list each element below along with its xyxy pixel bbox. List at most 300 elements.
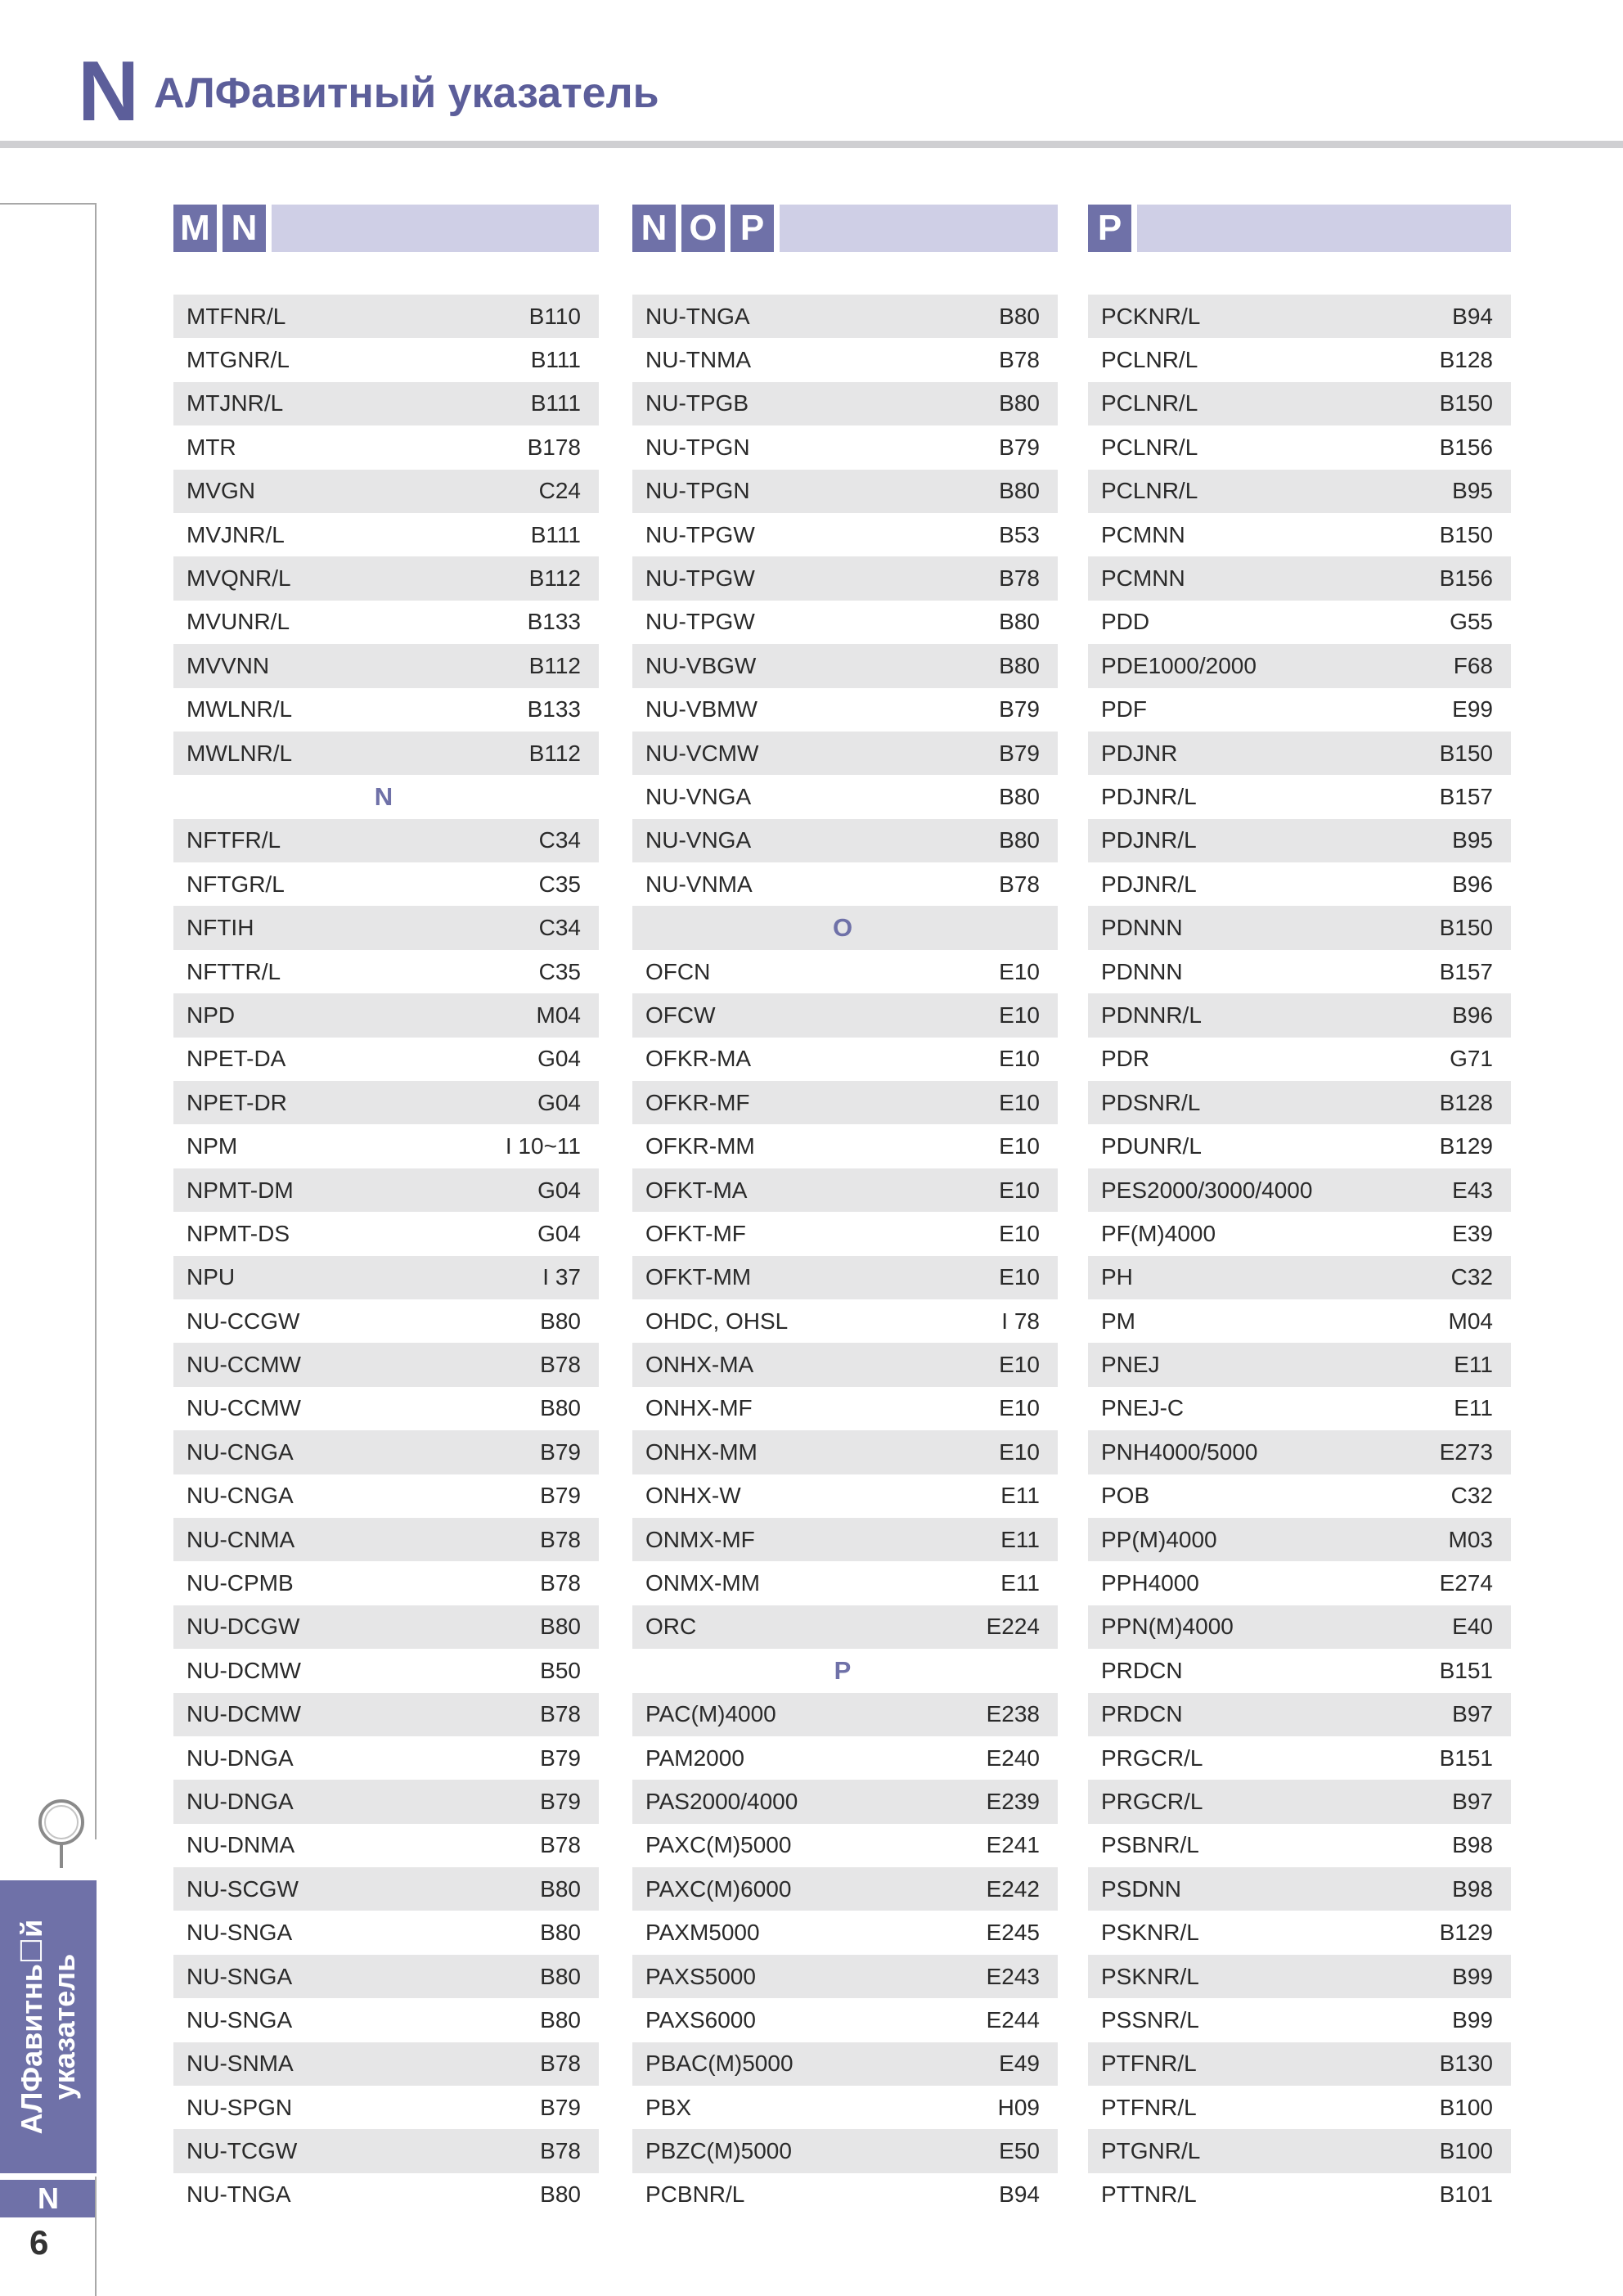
index-row (1088, 1867, 1511, 1911)
item-name: NU-DCMW (187, 1657, 301, 1683)
index-row (173, 732, 599, 775)
section-heading: P (834, 1655, 852, 1685)
index-row (173, 338, 599, 381)
page-reference: E240 (986, 1745, 1040, 1771)
page-reference: B98 (1452, 1832, 1493, 1858)
index-row (632, 1736, 1058, 1780)
index-row (632, 1867, 1058, 1911)
item-name: PCMNN (1101, 521, 1185, 547)
index-row (1088, 1124, 1511, 1168)
index-row (1088, 2086, 1511, 2129)
index-row (173, 1299, 599, 1343)
page-reference: B111 (530, 521, 581, 547)
item-name: MVJNR/L (187, 521, 285, 547)
page-reference: B157 (1439, 958, 1493, 984)
page-reference: B133 (527, 609, 581, 635)
index-row (173, 1955, 599, 1998)
item-name: ONMX-MF (645, 1526, 755, 1552)
page-reference: I 37 (542, 1264, 581, 1290)
page-reference: B80 (999, 783, 1040, 809)
page-reference: B128 (1439, 1089, 1493, 1115)
page-reference: E238 (986, 1701, 1040, 1727)
item-name: NU-SNGA (187, 2006, 293, 2033)
page-reference: B78 (540, 1570, 581, 1596)
index-row (632, 1561, 1058, 1605)
page-reference: B156 (1439, 565, 1493, 592)
page-reference: B80 (540, 1308, 581, 1334)
page-reference: G71 (1450, 1046, 1493, 1072)
column-header (632, 205, 1058, 252)
page-reference: M04 (536, 1002, 581, 1028)
item-name: PNEJ-C (1101, 1395, 1185, 1421)
column-header-bar (272, 205, 599, 252)
index-row (632, 470, 1058, 513)
item-name: MTFNR/L (187, 303, 286, 329)
item-name: NU-CNMA (187, 1526, 295, 1552)
item-name: PCLNR/L (1101, 347, 1198, 373)
item-name: NU-TPGN (645, 434, 750, 460)
page-reference: E10 (999, 1133, 1040, 1159)
page-reference: E11 (1454, 1395, 1493, 1421)
page-reference: C32 (1450, 1483, 1493, 1509)
item-name: PDNNN (1101, 915, 1183, 941)
page-reference: B80 (540, 2181, 581, 2208)
index-row (632, 338, 1058, 381)
index-row (173, 1867, 599, 1911)
item-name: PDNNN (1101, 958, 1183, 984)
page-reference: B78 (540, 1526, 581, 1552)
item-name: NU-SNGA (187, 1963, 293, 1989)
index-row (1088, 1212, 1511, 1255)
item-name: PCKNR/L (1101, 303, 1201, 329)
column-header-letter: O (681, 205, 725, 252)
item-name: ONHX-MM (645, 1438, 758, 1465)
index-row (173, 2173, 599, 2217)
page-reference: B112 (528, 565, 581, 592)
item-name: MVUNR/L (187, 609, 290, 635)
index-row (632, 1474, 1058, 1518)
item-name: NU-VBGW (645, 652, 757, 678)
item-name: OFCN (645, 958, 711, 984)
index-row (1088, 1518, 1511, 1561)
index-row (1088, 1561, 1511, 1605)
item-name: ORC (645, 1614, 697, 1640)
index-row (1088, 1474, 1511, 1518)
item-name: PBZC(M)5000 (645, 2138, 792, 2164)
item-name: MVGN (187, 478, 255, 504)
item-name: NU-DNMA (187, 1832, 295, 1858)
index-row (632, 1168, 1058, 1212)
index-row (1088, 1168, 1511, 1212)
index-row (173, 1212, 599, 1255)
item-name: PSKNR/L (1101, 1920, 1199, 1946)
index-row (632, 1038, 1058, 1081)
page-reference: E11 (1000, 1483, 1040, 1509)
page-reference: B97 (1452, 1701, 1493, 1727)
index-row (173, 1780, 599, 1823)
item-name: NU-SNGA (187, 1920, 293, 1946)
item-name: PAC(M)4000 (645, 1701, 776, 1727)
page-reference: B112 (528, 740, 581, 766)
page-reference: B79 (540, 1788, 581, 1814)
item-name: PAM2000 (645, 1745, 744, 1771)
index-row (173, 556, 599, 600)
column-header-letter: P (731, 205, 774, 252)
index-row (1088, 775, 1511, 818)
item-name: NU-VNGA (645, 783, 752, 809)
item-name: MVVNN (187, 652, 270, 678)
item-name: NU-CNGA (187, 1438, 294, 1465)
column-header-letter: M (173, 205, 217, 252)
index-row (632, 1693, 1058, 1736)
page-reference: E11 (1000, 1570, 1040, 1596)
item-name: PNH4000/5000 (1101, 1438, 1258, 1465)
index-row (632, 1955, 1058, 1998)
item-name: MWLNR/L (187, 696, 293, 723)
index-row (173, 1518, 599, 1561)
item-name: NU-TCGW (187, 2138, 298, 2164)
page-reference: E43 (1452, 1177, 1493, 1203)
item-name: PCLNR/L (1101, 434, 1198, 460)
item-name: MWLNR/L (187, 740, 293, 766)
page-reference: B150 (1439, 390, 1493, 416)
page-reference: B78 (999, 347, 1040, 373)
page-reference: B78 (999, 871, 1040, 897)
page-reference: E273 (1439, 1438, 1493, 1465)
page-reference: B78 (540, 1832, 581, 1858)
page-reference: I 10~11 (505, 1133, 581, 1159)
page-reference: C24 (538, 478, 581, 504)
page-reference: B78 (540, 2138, 581, 2164)
page-reference: G55 (1450, 609, 1493, 635)
index-row (1088, 644, 1511, 687)
item-name: NU-DCGW (187, 1614, 300, 1640)
item-name: NU-SNMA (187, 2051, 294, 2077)
page-header (0, 0, 1623, 151)
item-name: OFKR-MM (645, 1133, 755, 1159)
page-reference: B80 (999, 478, 1040, 504)
index-row (1088, 1780, 1511, 1823)
page-reference: G04 (537, 1177, 581, 1203)
column-header-letter: N (632, 205, 676, 252)
page-reference: G04 (537, 1089, 581, 1115)
page-reference: B80 (999, 652, 1040, 678)
page-reference: B129 (1439, 1920, 1493, 1946)
index-row (632, 732, 1058, 775)
page-reference: E11 (1454, 1352, 1493, 1378)
page-reference: G04 (537, 1046, 581, 1072)
index-row (173, 1474, 599, 1518)
item-name: PAXM5000 (645, 1920, 760, 1946)
index-row (632, 2086, 1058, 2129)
page-reference: E244 (986, 2006, 1040, 2033)
item-name: NPET-DR (187, 1089, 287, 1115)
page-reference: E241 (986, 1832, 1040, 1858)
item-name: PRDCN (1101, 1657, 1183, 1683)
index-row (632, 688, 1058, 732)
section-heading: O (632, 906, 1058, 949)
item-name: PPN(M)4000 (1101, 1614, 1234, 1640)
item-name: NU-TPGW (645, 565, 755, 592)
page-reference: E10 (999, 1395, 1040, 1421)
item-name: NU-CCMW (187, 1395, 301, 1421)
item-name: PTFNR/L (1101, 2094, 1197, 2120)
index-row (632, 2173, 1058, 2217)
item-name: NU-TPGW (645, 521, 755, 547)
index-row (173, 688, 599, 732)
page-reference: B50 (540, 1657, 581, 1683)
index-row (173, 1693, 599, 1736)
item-name: NFTIH (187, 915, 254, 941)
item-name: ONMX-MM (645, 1570, 760, 1596)
index-row (632, 425, 1058, 469)
item-name: NU-TPGN (645, 478, 750, 504)
item-name: PNEJ (1101, 1352, 1160, 1378)
index-row (1088, 1824, 1511, 1867)
index-row (1088, 601, 1511, 644)
item-name: NPU (187, 1264, 236, 1290)
item-name: NFTGR/L (187, 871, 285, 897)
item-name: OFKT-MF (645, 1220, 746, 1246)
index-row (173, 1911, 599, 1954)
page-reference: M03 (1448, 1526, 1493, 1552)
index-row (1088, 993, 1511, 1037)
column-header (1088, 205, 1511, 252)
index-row (632, 2129, 1058, 2172)
page-reference: B178 (527, 434, 581, 460)
index-row (632, 513, 1058, 556)
index-row (173, 1343, 599, 1386)
page-reference: B78 (540, 1352, 581, 1378)
page-number: 6 (29, 2223, 49, 2262)
item-name: PDJNR (1101, 740, 1178, 766)
item-name: PDF (1101, 696, 1147, 723)
item-name: PCLNR/L (1101, 390, 1198, 416)
item-name: PRGCR/L (1101, 1745, 1203, 1771)
page-reference: B99 (1452, 1963, 1493, 1989)
index-row (1088, 2042, 1511, 2086)
page-title: АЛФавитный указатель (154, 70, 659, 117)
item-name: NU-CCGW (187, 1308, 300, 1334)
page-reference: B79 (540, 1483, 581, 1509)
index-row (1088, 688, 1511, 732)
index-row (1088, 1911, 1511, 1954)
header-letter: N (78, 44, 140, 139)
page-reference: B111 (530, 347, 581, 373)
item-name: NU-CNGA (187, 1483, 294, 1509)
page-reference: B80 (540, 2006, 581, 2033)
index-row (1088, 1605, 1511, 1649)
page-reference: B78 (540, 1701, 581, 1727)
index-row (632, 644, 1058, 687)
item-name: OHDC, OHSL (645, 1308, 789, 1334)
index-row (1088, 1955, 1511, 1998)
item-name: PCLNR/L (1101, 478, 1198, 504)
page-reference: E10 (999, 1002, 1040, 1028)
index-row (632, 1911, 1058, 1954)
index-row (632, 382, 1058, 425)
index-row (1088, 1081, 1511, 1124)
item-name: ONHX-MA (645, 1352, 754, 1378)
side-tab-letter: N (0, 2180, 97, 2217)
index-row (173, 1038, 599, 1081)
side-section-tab (0, 1880, 97, 2173)
item-name: PSSNR/L (1101, 2006, 1199, 2033)
index-row (632, 1518, 1058, 1561)
item-name: PDJNR/L (1101, 783, 1197, 809)
page-reference: B151 (1439, 1657, 1493, 1683)
page-reference: E10 (999, 1089, 1040, 1115)
item-name: NU-TPGW (645, 609, 755, 635)
index-row (1088, 1430, 1511, 1474)
page-reference: B130 (1439, 2051, 1493, 2077)
index-row (1088, 819, 1511, 862)
index-row (173, 1124, 599, 1168)
item-name: NU-CPMB (187, 1570, 294, 1596)
item-name: NU-VCMW (645, 740, 759, 766)
page-reference: B151 (1439, 1745, 1493, 1771)
index-row (1088, 1693, 1511, 1736)
page-reference: E10 (999, 1177, 1040, 1203)
page-reference: B150 (1439, 915, 1493, 941)
item-name: NFTTR/L (187, 958, 281, 984)
index-column-1 (173, 205, 599, 2217)
item-name: POB (1101, 1483, 1150, 1509)
page-reference: B99 (1452, 2006, 1493, 2033)
index-row (632, 819, 1058, 862)
index-list (1088, 295, 1511, 2217)
index-row (632, 1212, 1058, 1255)
item-name: PES2000/3000/4000 (1101, 1177, 1313, 1203)
item-name: PPH4000 (1101, 1570, 1199, 1596)
item-name: NU-CCMW (187, 1352, 301, 1378)
item-name: ONHX-W (645, 1483, 741, 1509)
item-name: NU-TNMA (645, 347, 752, 373)
index-row (173, 1256, 599, 1299)
index-row (632, 1824, 1058, 1867)
index-row (1088, 1998, 1511, 2042)
index-row (632, 556, 1058, 600)
page-reference: B150 (1439, 740, 1493, 766)
page-reference: B133 (527, 696, 581, 723)
item-name: PDJNR/L (1101, 827, 1197, 853)
page-reference: B95 (1452, 827, 1493, 853)
item-name: NU-VBMW (645, 696, 758, 723)
index-row (1088, 862, 1511, 906)
item-name: PP(M)4000 (1101, 1526, 1217, 1552)
item-name: OFKT-MM (645, 1264, 752, 1290)
item-name: MTJNR/L (187, 390, 284, 416)
item-name: OFKR-MA (645, 1046, 752, 1072)
item-name: NFTFR/L (187, 827, 281, 853)
index-row (173, 1736, 599, 1780)
page-reference: B79 (540, 1438, 581, 1465)
page-reference: F68 (1453, 652, 1493, 678)
page-reference: B80 (999, 390, 1040, 416)
item-name: NU-SPGN (187, 2094, 293, 2120)
index-row (173, 1561, 599, 1605)
index-row (632, 295, 1058, 338)
index-row (173, 906, 599, 949)
item-name: NU-DCMW (187, 1701, 301, 1727)
item-name: ONHX-MF (645, 1395, 753, 1421)
page-reference: C32 (1450, 1264, 1493, 1290)
item-name: NPET-DA (187, 1046, 286, 1072)
page-reference: E40 (1452, 1614, 1493, 1640)
item-name: OFKT-MA (645, 1177, 748, 1203)
index-row (632, 993, 1058, 1037)
item-name: PAXS6000 (645, 2006, 756, 2033)
page-reference: C35 (538, 958, 581, 984)
page-reference: E10 (999, 1438, 1040, 1465)
item-name: NU-DNGA (187, 1788, 294, 1814)
index-row (173, 1649, 599, 1692)
item-name: PTGNR/L (1101, 2138, 1201, 2164)
item-name: NPD (187, 1002, 236, 1028)
index-row (173, 1998, 599, 2042)
page-reference: G04 (537, 1220, 581, 1246)
item-name: PRDCN (1101, 1701, 1183, 1727)
page-reference: B79 (540, 2094, 581, 2120)
index-row (632, 2042, 1058, 2086)
page-reference: B150 (1439, 521, 1493, 547)
page-reference: E10 (999, 1220, 1040, 1246)
index-row (1088, 1256, 1511, 1299)
item-name: NU-TNGA (187, 2181, 291, 2208)
index-row (173, 1168, 599, 1212)
index-row (632, 1605, 1058, 1649)
index-row (632, 950, 1058, 993)
item-name: PTFNR/L (1101, 2051, 1197, 2077)
item-name: PM (1101, 1308, 1135, 1334)
index-row (173, 644, 599, 687)
item-name: MTGNR/L (187, 347, 290, 373)
index-column-3 (1088, 205, 1511, 2217)
item-name: NU-TNGA (645, 303, 750, 329)
index-row (632, 862, 1058, 906)
index-row (632, 1780, 1058, 1823)
page-reference: E242 (986, 1875, 1040, 1902)
column-header-bar (1137, 205, 1511, 252)
column-header-letter: N (223, 205, 266, 252)
index-row (173, 1387, 599, 1430)
page-reference: B111 (530, 390, 581, 416)
page-reference: B80 (540, 1875, 581, 1902)
index-row (173, 1605, 599, 1649)
page-reference: E10 (999, 958, 1040, 984)
index-row (1088, 295, 1511, 338)
index-column-2 (632, 205, 1058, 2217)
index-row (173, 950, 599, 993)
item-name: NU-DNGA (187, 1745, 294, 1771)
item-name: PDE1000/2000 (1101, 652, 1257, 678)
item-name: PCMNN (1101, 565, 1185, 592)
page-reference: B98 (1452, 1875, 1493, 1902)
index-list (632, 295, 1058, 2217)
index-list (173, 295, 599, 2217)
index-row (173, 993, 599, 1037)
index-row (632, 1430, 1058, 1474)
item-name: PSKNR/L (1101, 1963, 1199, 1989)
page-reference: C34 (538, 827, 581, 853)
index-row (173, 1824, 599, 1867)
item-name: NU-TPGB (645, 390, 749, 416)
index-row (1088, 338, 1511, 381)
section-heading: N (374, 781, 393, 811)
page-reference: B80 (999, 609, 1040, 635)
index-row (1088, 382, 1511, 425)
page-reference: E39 (1452, 1220, 1493, 1246)
